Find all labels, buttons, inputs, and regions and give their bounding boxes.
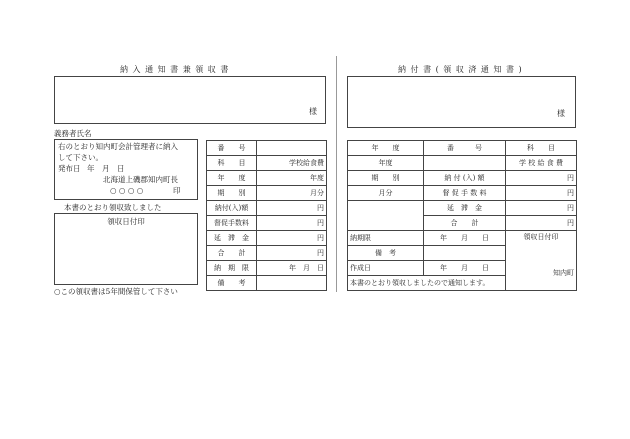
number-value: [424, 156, 506, 171]
period-label: 期 別: [348, 171, 424, 186]
notice-box: [54, 139, 198, 200]
left-receipt-stamp-label: 領収日付印: [107, 217, 145, 226]
table-row: [207, 156, 327, 171]
notice-line1: 右のとおり知内町会計管理者に納入: [58, 142, 178, 151]
table-row: [207, 201, 327, 216]
header-number: 番 号: [424, 141, 506, 156]
notice-line2: して下さい。: [58, 153, 103, 162]
left-address-box: [54, 76, 326, 124]
table-row: [348, 201, 577, 216]
row-label: 年 度: [207, 171, 257, 186]
deadline-label: 納期限: [348, 231, 424, 246]
row-value: 学校給食費: [257, 156, 327, 171]
notify-note: 本書のとおり領収しましたので通知します。: [348, 276, 506, 291]
table-row: [207, 186, 327, 201]
payer-name-label: 義務者氏名: [54, 129, 92, 138]
late-value: 円: [506, 201, 577, 216]
right-receipt-stamp-label: 領収日付印: [523, 233, 559, 241]
left-title: 納 入 通 知 書 兼 領 収 書: [120, 65, 230, 74]
blank-cell: [348, 201, 424, 231]
late-label: 延 滞 金: [424, 201, 506, 216]
period-value: 月分: [348, 186, 424, 201]
table-row: [207, 261, 327, 276]
fiscal-year-value: 年度: [348, 156, 424, 171]
header-year: 年 度: [348, 141, 424, 156]
table-row: [207, 216, 327, 231]
left-bill-table: [206, 140, 327, 291]
row-value: 円: [257, 231, 327, 246]
right-address-box: [347, 76, 576, 128]
town-name: 知内町: [553, 269, 574, 277]
pay-value: 円: [506, 171, 577, 186]
table-row: [348, 141, 577, 156]
row-label: 番 号: [207, 141, 257, 156]
town-office: 北海道上磯郡知内町長: [103, 175, 178, 184]
total-value: 円: [506, 216, 577, 231]
row-label: 科 目: [207, 156, 257, 171]
fee-value: 円: [506, 186, 577, 201]
table-row: [207, 141, 327, 156]
remarks-value: [424, 246, 506, 261]
table-row: [348, 186, 577, 201]
right-receipt-stamp: [506, 231, 577, 291]
created-label: 作成日: [348, 261, 424, 276]
fee-label: 督 促 手 数 料: [424, 186, 506, 201]
row-label: 備 考: [207, 276, 257, 291]
row-value: 月分: [257, 186, 327, 201]
row-label: 延 滞 金: [207, 231, 257, 246]
right-bill-table: [347, 140, 577, 291]
table-row: [348, 231, 577, 246]
left-receipt-stamp-box: [54, 213, 198, 285]
table-row: [348, 171, 577, 186]
row-value: 年 月 日: [257, 261, 327, 276]
row-value: 円: [257, 216, 327, 231]
row-value: [257, 141, 327, 156]
seal-circles: ○ ○ ○ ○: [110, 186, 144, 195]
issue-date-value: 年 月 日: [87, 164, 125, 173]
keep-note: ○この領収書は5年間保管して下さい: [54, 287, 178, 296]
pay-label: 納 付 (入) 額: [424, 171, 506, 186]
row-label: 納 期 限: [207, 261, 257, 276]
row-value: [257, 276, 327, 291]
center-divider: [336, 56, 337, 292]
issue-date-label: 発布日: [58, 164, 81, 173]
table-row: [207, 246, 327, 261]
table-row: [207, 276, 327, 291]
row-label: 合 計: [207, 246, 257, 261]
table-row: [348, 156, 577, 171]
row-value: 円: [257, 246, 327, 261]
row-label: 納付(入)額: [207, 201, 257, 216]
deadline-value: 年 月 日: [424, 231, 506, 246]
received-note: 本書のとおり領収致しました: [64, 203, 162, 212]
table-row: [207, 231, 327, 246]
row-value: 年度: [257, 171, 327, 186]
subject-value: 学 校 給 食 費: [506, 156, 577, 171]
table-row: [207, 171, 327, 186]
created-value: 年 月 日: [424, 261, 506, 276]
row-value: 円: [257, 201, 327, 216]
seal-label: 印: [173, 186, 181, 195]
right-title: 納 付 書 ( 領 収 済 通 知 書 ): [398, 65, 523, 74]
left-address-suffix: 様: [309, 107, 317, 116]
row-label: 督促手数料: [207, 216, 257, 231]
remarks-label: 備 考: [348, 246, 424, 261]
total-label: 合 計: [424, 216, 506, 231]
row-label: 期 別: [207, 186, 257, 201]
right-address-suffix: 様: [557, 109, 565, 118]
header-subject: 科 目: [506, 141, 577, 156]
